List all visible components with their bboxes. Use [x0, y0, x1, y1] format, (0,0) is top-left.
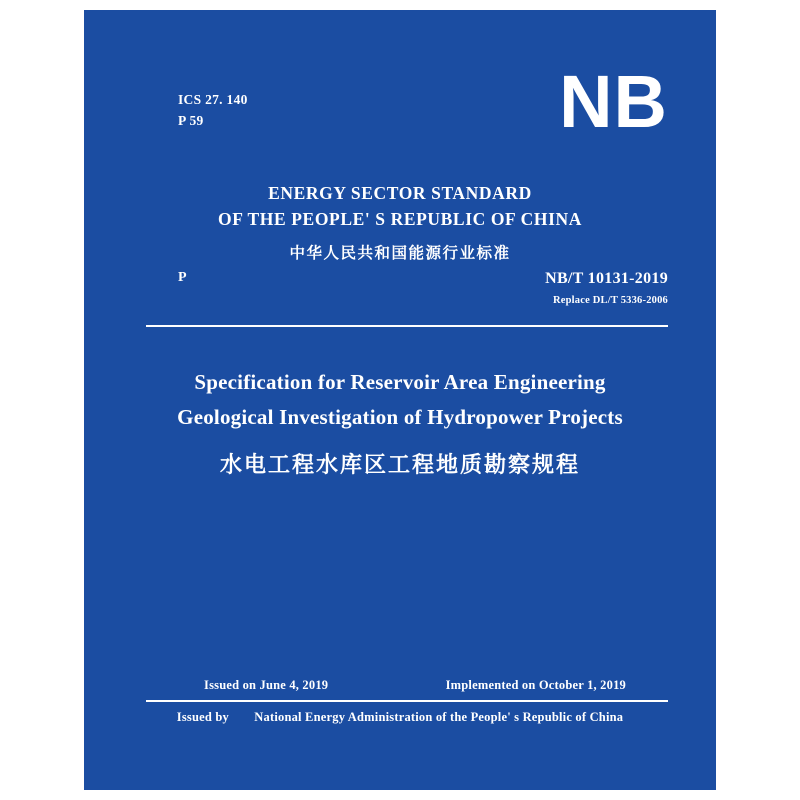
divider-bottom [146, 700, 668, 702]
ics-classification-block [178, 90, 248, 132]
standard-header-en-line1: ENERGY SECTOR STANDARD [268, 183, 532, 203]
standard-code-row [178, 270, 668, 306]
dates-row [204, 678, 626, 693]
standard-code-group [545, 270, 668, 306]
standard-replace-note: Replace DL/T 5336-2006 [552, 295, 668, 306]
issuer-label: Issued by [176, 710, 229, 724]
standard-header-en-line2: OF THE PEOPLE' S REPUBLIC OF CHINA [218, 209, 582, 230]
issue-date: Issued on June 4, 2019 [204, 678, 329, 692]
divider-top [146, 325, 668, 327]
standard-category-letter: P [178, 270, 187, 285]
standard-header [84, 180, 716, 263]
ics-number: ICS 27. 140 [178, 92, 248, 107]
title-en-line1: Specification for Reservoir Area Engineering [194, 370, 606, 394]
standard-number: NB/T 10131-2019 [545, 270, 668, 287]
document-title-block [84, 365, 716, 479]
issuer-row [84, 710, 716, 725]
issuer-name: National Energy Administration of the People' s Republic of China [254, 710, 624, 724]
nb-logo: NB [559, 60, 668, 143]
standard-cover [84, 10, 716, 790]
ics-category-code: P 59 [178, 112, 204, 128]
standard-header-cn-line: 中华人民共和国能源行业标准 [289, 243, 511, 262]
title-cn-line: 水电工程水库区工程地质勘察规程 [219, 453, 580, 479]
title-en-line2: Geological Investigation of Hydropower Projects [177, 404, 623, 429]
implementation-date: Implemented on October 1, 2019 [445, 678, 626, 692]
